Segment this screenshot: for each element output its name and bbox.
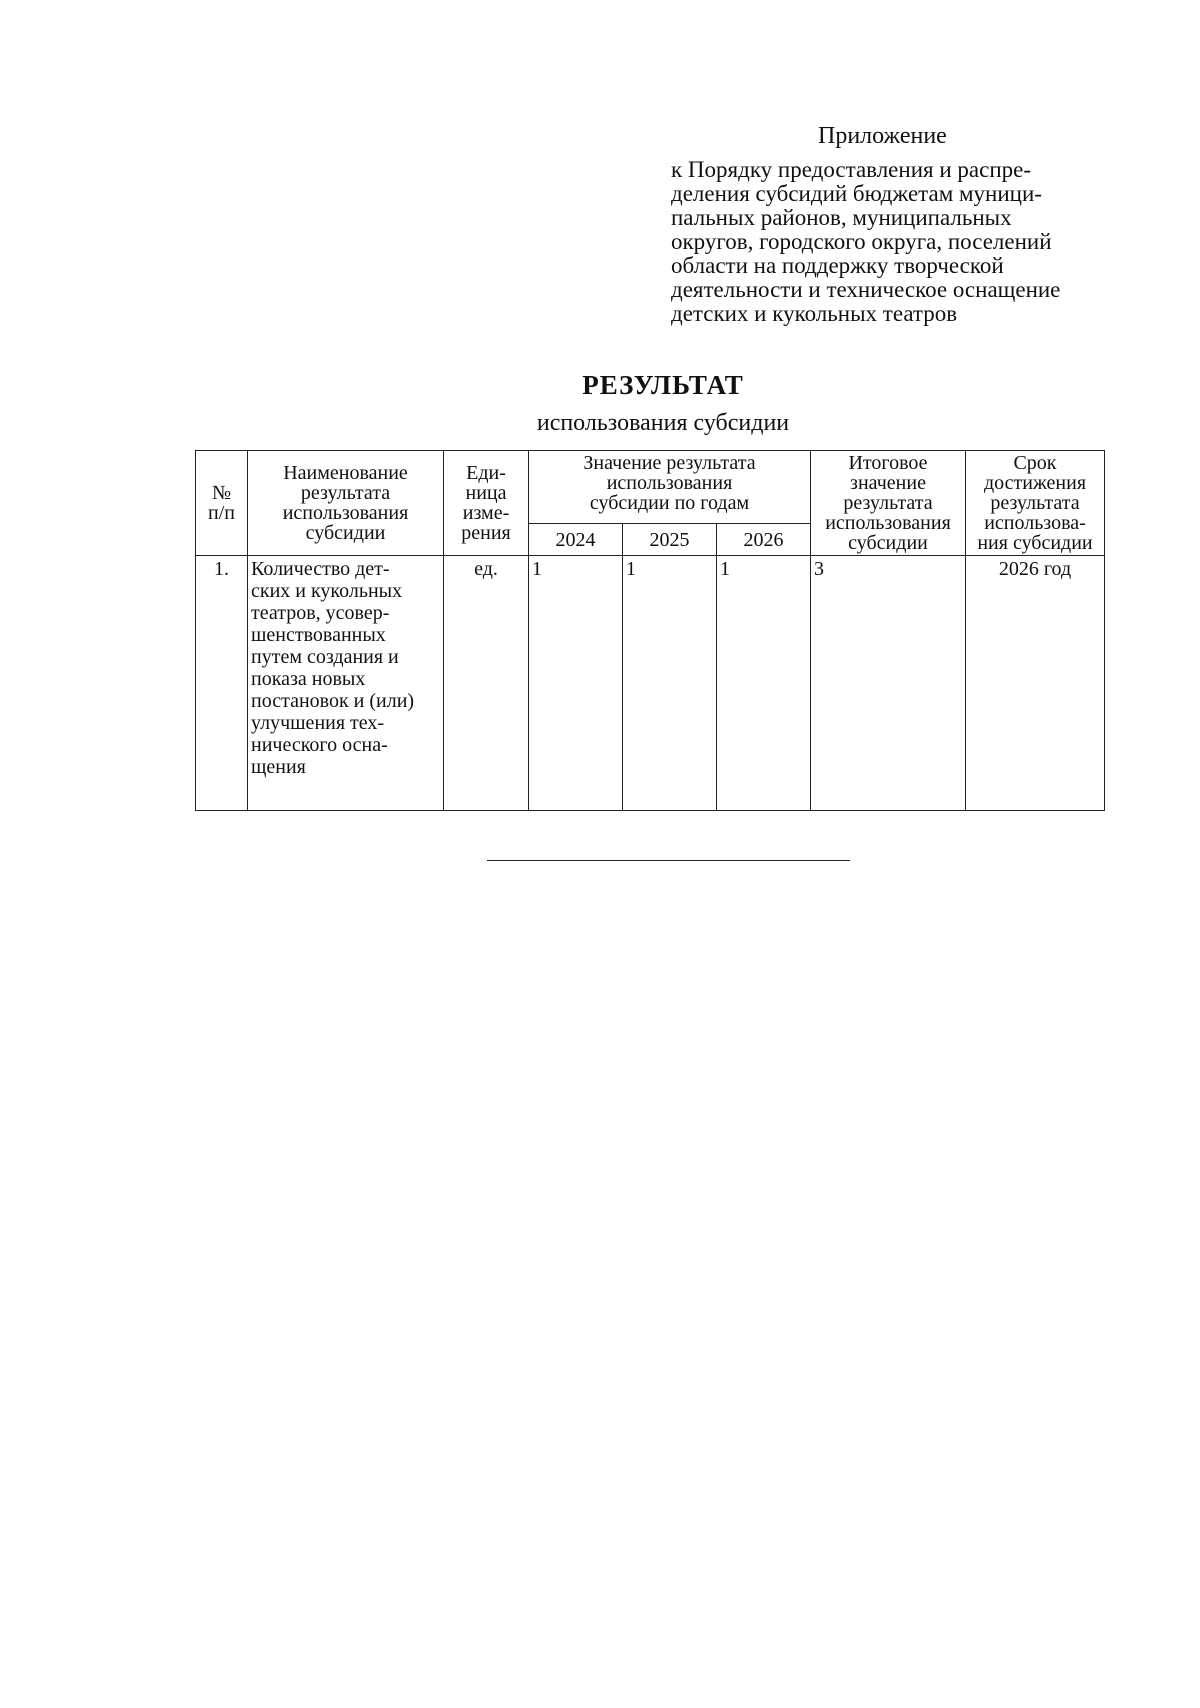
header-unit: Еди- ница изме- рения	[444, 451, 529, 556]
table-row	[196, 556, 1105, 811]
cell-unit: ед.	[444, 556, 529, 811]
header-num: № п/п	[196, 451, 248, 556]
cell-value-2025: 1	[623, 556, 717, 811]
appendix-line: деления субсидий бюджетам муници-	[671, 181, 1042, 206]
header-year-2025: 2025	[623, 523, 717, 555]
appendix-line: округов, городского округа, поселений	[671, 229, 1052, 254]
header-year-2024: 2024	[529, 523, 623, 555]
cell-name: Количество дет- ских и кукольных театров, усовер- шенствованных путем создания и показа новых постановок и (или) улучшения тех- нического осна- щения	[248, 556, 444, 811]
document-subtitle: использования субсидии	[536, 410, 790, 436]
header-year-2026: 2026	[717, 523, 811, 555]
table-header-row	[196, 451, 1105, 524]
header-name: Наименование результата использования субсидии	[248, 451, 444, 556]
appendix-text	[671, 158, 1141, 326]
cell-value-2026: 1	[717, 556, 811, 811]
cell-deadline: 2026 год	[966, 556, 1105, 811]
appendix-line: области на поддержку творческой	[671, 253, 1004, 278]
appendix-title: Приложение	[818, 123, 947, 149]
cell-value-2024: 1	[529, 556, 623, 811]
cell-total: 3	[811, 556, 966, 811]
appendix-line: пальных районов, муниципальных	[671, 205, 1012, 230]
appendix-line: к Порядку предоставления и распре-	[671, 157, 1031, 182]
cell-num: 1.	[196, 556, 248, 811]
appendix-line: детских и кукольных театров	[671, 301, 958, 326]
header-total: Итоговое значение результата использования субсидии	[811, 451, 966, 556]
appendix-line: деятельности и техническое оснащение	[671, 277, 1061, 302]
header-deadline: Срок достижения результата использова- ния субсидии	[966, 451, 1105, 556]
result-table	[195, 450, 1105, 811]
header-values-by-year: Значение результата использования субсидии по годам	[529, 451, 811, 524]
bottom-divider	[487, 860, 850, 861]
document-title: РЕЗУЛЬТАТ	[582, 370, 744, 400]
